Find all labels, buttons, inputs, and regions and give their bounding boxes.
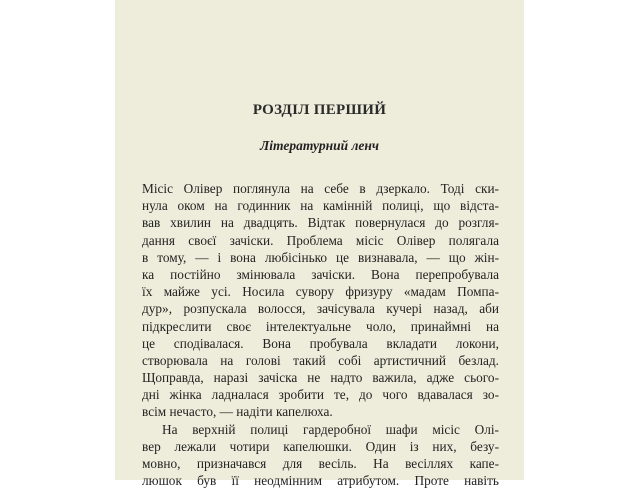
text-line: дання своєї зачіски. Проблема місіс Олівер полягала [142, 232, 499, 248]
text-line: вер лежали чотири капелюшки. Один із них, безу- [142, 438, 499, 454]
text-line: нула оком на годинник на камінній полиці, що відста- [142, 198, 499, 214]
text-line: Місіс Олівер поглянула на себе в дзеркало. Тоді ски- [142, 181, 499, 196]
text-line: вав хвилин на двадцять. Відтак повернулася до розгля- [142, 215, 499, 231]
paragraph-2 [142, 421, 499, 489]
text-line: в тому, — і вона любісінько це визнавала, — що жін- [142, 249, 499, 265]
text-line: дур», розпускала волосся, зачісувала кучері назад, аби [142, 301, 499, 317]
text-line: мовно, призначався для весіль. На весіллях капе- [142, 456, 499, 471]
text-line: ка постійно змінювала зачіски. Вона перепробувала [142, 266, 499, 282]
text-line: всім нечасто, — надіти капелюха. [142, 404, 333, 420]
book-page [115, 0, 524, 489]
body-text [142, 180, 499, 489]
text-line: підкреслити своє інтелектуальне чоло, принаймні на [142, 318, 499, 334]
text-line: Щоправда, наразі зачіска не надто важила, адже сього- [142, 370, 499, 386]
paragraph-1 [142, 180, 499, 421]
text-line: люшок був її неодмінним атрибутом. Проте навіть [142, 473, 499, 489]
text-line: створювала на голові такий собі артистичний безлад. [142, 352, 499, 368]
chapter-subtitle: Літературний ленч [260, 138, 379, 153]
chapter-title: РОЗДІЛ ПЕРШИЙ [252, 102, 387, 118]
text-line: На верхній полиці гардеробної шафи місіс Олі- [162, 421, 499, 437]
text-line: це сподівалася. Вона пробувала вкладати локони, [142, 335, 499, 351]
text-line: дні жінка ладналася зробити те, до чого вдавалася зо- [142, 387, 499, 403]
text-line: їх майже усі. Носила сувору фризуру «мадам Помпа- [142, 284, 499, 300]
